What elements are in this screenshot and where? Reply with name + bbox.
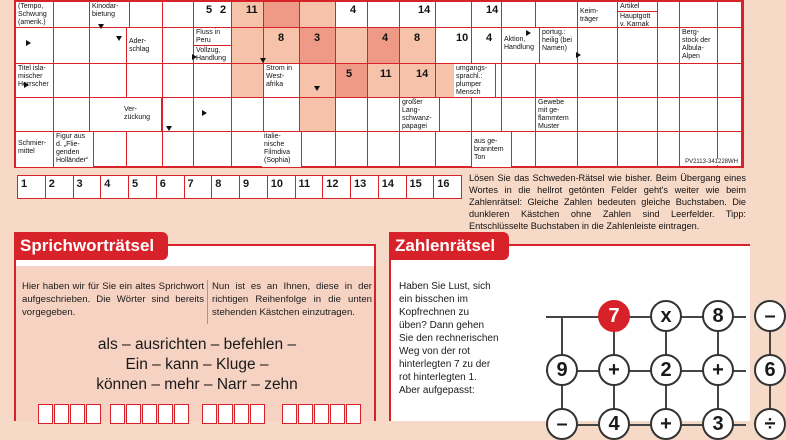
clue-plumper-mensch: umgangs-sprachl.: plumper Mensch (454, 64, 496, 98)
grid-cell[interactable] (436, 98, 472, 132)
clue-portug-heilig: portug.: heilig (bei Namen) (540, 28, 578, 64)
sprichwort-intro: Hier haben wir für Sie ein altes Sprichwort aufgeschrieben. Die Wörter sind bereits vorgegeben. (22, 281, 204, 318)
grid-cell[interactable] (618, 64, 658, 98)
clue-artikel: Artikel (618, 2, 658, 12)
zahlen-intro: Haben Sie Lust, sich ein bisschen im Kopfrechnen zu üben? Dann gehen Sie den rechnerischen Weg von der rot hinterlegten 7 zu der rot hinterlegten 1. Aber aufgepasst: (399, 281, 499, 396)
crossword-grid (14, 0, 744, 168)
clue-gebrannter-ton: aus ge-branntem Ton (472, 132, 512, 168)
cell-number: 2 (220, 4, 227, 16)
grid-cell[interactable] (194, 132, 232, 168)
clue-fliegender-hollaender: Figur aus d. „Flie-genden Holländer“ (54, 132, 94, 168)
grid-cell[interactable] (90, 28, 127, 64)
grid-cell[interactable] (368, 2, 400, 28)
grid-cell[interactable] (54, 98, 90, 132)
grid-cell[interactable] (658, 64, 680, 98)
cell-number: 10 (456, 32, 469, 44)
clue-gewebe: Gewebe mit ge-flammtem Muster (536, 98, 578, 132)
grid-cell[interactable] (336, 28, 368, 64)
grid-cell[interactable] (618, 132, 658, 168)
cell-number: 4 (382, 32, 389, 44)
grid-cell[interactable] (536, 132, 578, 168)
zahlen-title: Zahlenrätsel (389, 232, 509, 260)
solution-cell[interactable]: 11 (296, 176, 324, 198)
number-node: 6 (754, 354, 786, 386)
grid-cell[interactable] (502, 2, 536, 28)
clue-arrow-icon (526, 30, 531, 36)
solution-cell[interactable]: 13 (351, 176, 379, 198)
clue-arrow-icon (166, 126, 172, 131)
grid-cell[interactable] (127, 2, 163, 28)
grid-cell[interactable] (127, 64, 163, 98)
number-node: – (754, 300, 786, 332)
clue-schmiermittel: Schmier-mittel (16, 132, 54, 168)
puzzle-code: PV2113-341228WH (685, 159, 738, 165)
grid-cell[interactable] (163, 132, 194, 168)
solution-cell[interactable]: 9 (240, 176, 268, 198)
grid-cell[interactable] (336, 132, 368, 168)
clue-arrow-icon (98, 24, 104, 29)
grid-cell[interactable] (54, 2, 90, 28)
grid-cell[interactable] (578, 28, 618, 64)
grid-cell[interactable] (436, 132, 472, 168)
number-node: 3 (702, 408, 734, 440)
grid-cell[interactable] (618, 98, 658, 132)
grid-cell[interactable] (618, 28, 658, 64)
grid-cell[interactable] (54, 28, 90, 64)
word-list-line-3: können – mehr – Narr – zehn (96, 376, 298, 393)
grid-cell[interactable] (368, 98, 400, 132)
grid-cell[interactable] (194, 64, 232, 98)
instructions-text: Lösen Sie das Schweden-Rätsel wie bisher. Beim Übergang eines Wortes in die hellrot getönten Felder geht's weiter wie beim Zahlenrätsel: Gleiche Zahlen bedeuten gleiche Buchstaben. Die dunkleren Kästchen ohne Zahlen sind Leerfelder. Tipp: Entschlüsselte Buchstaben in die Zahlenleiste eintragen. (469, 173, 746, 231)
grid-cell[interactable] (264, 98, 300, 132)
solution-cell[interactable]: 14 (379, 176, 407, 198)
grid-cell[interactable] (300, 2, 336, 28)
grid-cell[interactable] (680, 2, 718, 28)
cell-number: 14 (416, 68, 429, 80)
solution-bar (17, 175, 462, 199)
grid-cell[interactable] (127, 132, 163, 168)
grid-cell[interactable] (163, 28, 194, 64)
cell-number: 4 (350, 4, 357, 16)
number-node: 4 (598, 408, 630, 440)
grid-cell[interactable] (680, 64, 718, 98)
cell-number: 5 (206, 4, 213, 16)
grid-cell[interactable] (578, 64, 618, 98)
grid-cell[interactable] (16, 28, 54, 64)
solution-cell[interactable]: 5 (129, 176, 157, 198)
grid-cell[interactable] (90, 132, 127, 168)
grid-cell[interactable] (436, 2, 472, 28)
answer-boxes-2[interactable] (110, 404, 190, 424)
cell-number: 8 (278, 32, 285, 44)
solution-cell[interactable]: 12 (323, 176, 351, 198)
cell-number: 11 (246, 4, 258, 16)
clue-arrow-icon (192, 54, 197, 60)
cell-number: 14 (486, 4, 499, 16)
grid-cell[interactable] (336, 98, 368, 132)
grid-cell[interactable] (658, 2, 680, 28)
grid-cell[interactable] (300, 132, 336, 168)
grid-cell[interactable] (400, 132, 436, 168)
grid-cell[interactable] (502, 64, 536, 98)
answer-boxes-1[interactable] (38, 404, 102, 424)
answer-boxes-3[interactable] (202, 404, 266, 424)
grid-cell[interactable] (718, 98, 742, 132)
grid-cell[interactable] (232, 98, 264, 132)
solution-cell[interactable]: 1 (18, 176, 46, 198)
cell-number: 11 (380, 68, 392, 80)
solution-cell[interactable]: 16 (437, 178, 450, 190)
clue-arrow-icon (314, 86, 320, 91)
grid-cell[interactable] (536, 64, 578, 98)
grid-cell[interactable] (472, 98, 502, 132)
sprichwort-title: Sprichworträtsel (14, 232, 168, 260)
clue-kinodarbietung: Kinodar-bietung (90, 2, 130, 28)
grid-cell[interactable] (578, 98, 618, 132)
clue-arrow-icon (576, 52, 581, 58)
grid-cell[interactable] (194, 2, 232, 28)
grid-cell[interactable] (300, 98, 336, 132)
clue-titel-herrscher: Titel isla-mischer Herrscher (16, 64, 54, 98)
clue-vollzug: Vollzug, Handlung (194, 46, 232, 64)
cell-number: 3 (314, 32, 321, 44)
grid-cell[interactable] (680, 98, 718, 132)
sprichwort-task: Nun ist es an Ihnen, diese in der richtigen Reihenfolge in die unten stehenden Kästchen einzutragen. (212, 281, 372, 318)
grid-cell[interactable] (658, 132, 680, 168)
clue-arrow-icon (26, 40, 31, 46)
grid-cell[interactable] (300, 64, 336, 98)
word-list-line-2: Ein – kann – Kluge – (125, 356, 269, 373)
grid-cell[interactable] (264, 2, 300, 28)
grid-cell[interactable] (658, 28, 680, 64)
answer-boxes-4[interactable] (282, 404, 362, 424)
grid-cell[interactable] (232, 132, 264, 168)
grid-cell[interactable] (718, 64, 742, 98)
clue-aderschlag: Ader-schlag (127, 28, 163, 64)
grid-cell[interactable] (163, 2, 194, 28)
grid-cell[interactable] (54, 64, 90, 98)
clue-arrow-icon (116, 36, 122, 41)
cell-number: 4 (486, 32, 493, 44)
clue-hauptgott: Hauptgott v. Karnak (618, 12, 658, 28)
number-node: 2 (650, 354, 682, 386)
solution-cell[interactable]: 2 (46, 176, 74, 198)
clue-aktion: Aktion, Handlung (502, 28, 540, 64)
solution-cell[interactable]: 3 (74, 176, 102, 198)
zahlenraetsel-panel (389, 236, 776, 435)
solution-cell[interactable]: 10 (268, 176, 296, 198)
number-node: 9 (546, 354, 578, 386)
solution-cell[interactable]: 4 (101, 176, 129, 198)
cell-number: 8 (414, 32, 421, 44)
grid-cell[interactable] (718, 28, 742, 64)
number-node: 8 (702, 300, 734, 332)
number-node: 7 (598, 300, 630, 332)
clue-verzueckung: Ver-zückung (122, 98, 162, 132)
clue-papagei: großer Lang-schwanz-papagei (400, 98, 440, 132)
clue-tempo: (Tempo, Schwung (amerik.) (16, 2, 54, 28)
clue-strom-westafrika: Strom in West-afrika (264, 64, 300, 98)
word-list-line-1: als – ausrichten – befehlen – (97, 336, 297, 353)
solution-cell[interactable]: 6 (157, 176, 185, 198)
grid-cell[interactable] (90, 64, 127, 98)
grid-cell[interactable] (578, 132, 618, 168)
number-node: + (702, 354, 734, 386)
number-node: ÷ (754, 408, 786, 440)
grid-cell[interactable] (163, 64, 194, 98)
clue-keimtraeger: Keim-träger (578, 2, 618, 28)
grid-cell[interactable] (368, 132, 400, 168)
number-node: – (546, 408, 578, 440)
sprichwort-panel (14, 236, 376, 421)
grid-cell[interactable] (194, 98, 232, 132)
grid-cell[interactable] (718, 2, 742, 28)
number-node: x (650, 300, 682, 332)
solution-cell[interactable]: 15 (407, 176, 435, 198)
clue-arrow-icon (260, 58, 266, 63)
cell-number: 14 (418, 4, 431, 16)
solution-cell[interactable]: 8 (212, 176, 240, 198)
column-divider (207, 280, 208, 324)
clue-arrow-icon (202, 110, 207, 116)
number-node: + (650, 408, 682, 440)
zahlen-body (391, 266, 776, 435)
clue-bergstock: Berg-stock der Albula-Alpen (680, 28, 718, 64)
clue-fluss-peru: Fluss in Peru (194, 28, 232, 46)
grid-cell[interactable] (16, 98, 54, 132)
clue-filmdiva: italie-nische Filmdiva (Sophia) (262, 132, 302, 168)
grid-cell[interactable] (658, 98, 680, 132)
number-node: + (598, 354, 630, 386)
grid-cell[interactable] (502, 98, 536, 132)
solution-cell[interactable]: 7 (185, 176, 213, 198)
cell-number: 5 (346, 68, 353, 80)
clue-arrow-icon (24, 82, 29, 88)
grid-cell[interactable] (536, 2, 578, 28)
grid-cell[interactable] (232, 64, 264, 98)
sprichwort-body (16, 266, 374, 421)
